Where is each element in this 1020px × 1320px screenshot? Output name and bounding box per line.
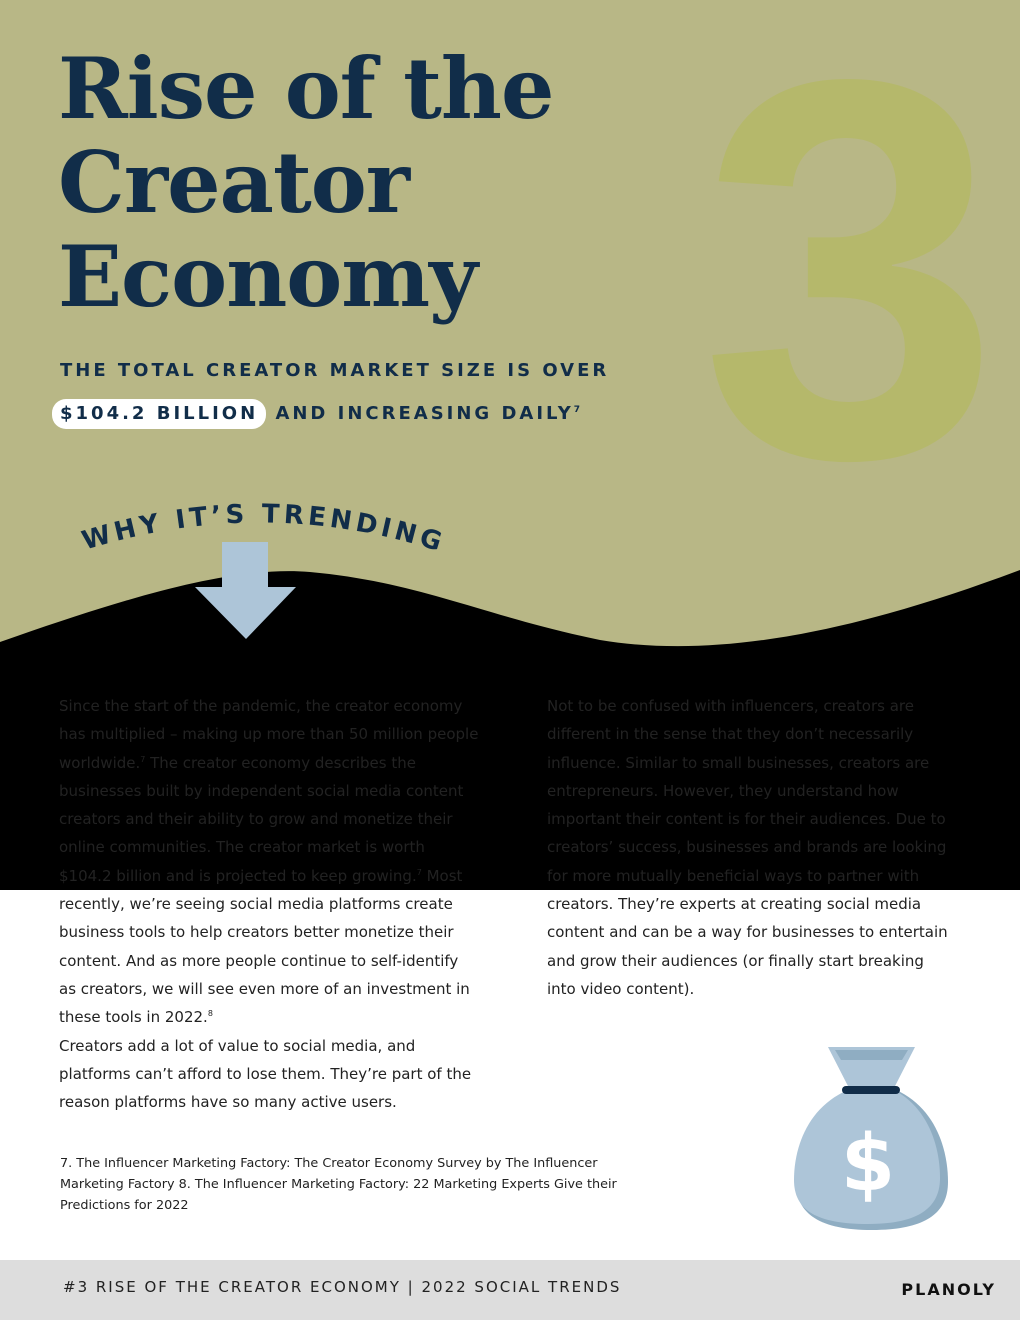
title-line-1: Rise of the <box>58 39 554 138</box>
down-arrow-icon <box>195 542 297 640</box>
footnote-ref: 7 <box>573 405 581 415</box>
title-line-3: Economy <box>58 227 477 326</box>
page-footer <box>0 1260 1020 1320</box>
footer-section-title: #3 RISE OF THE CREATOR ECONOMY | 2022 SOCIAL TRENDS <box>63 1278 622 1296</box>
wave-divider <box>0 560 1020 660</box>
page-title <box>58 39 678 326</box>
subhead-line-1: THE TOTAL CREATOR MARKET SIZE IS OVER <box>60 360 610 381</box>
trending-label: WHY IT’S TRENDING <box>78 499 449 559</box>
title-line-2: Creator <box>58 133 410 232</box>
right-paragraph: Not to be confused with influencers, creators are different in the sense that they don’t necessarily influence. Similar to small businesses, creators are entrepreneurs. However, they understand how important their content is for their audiences. Due to creators’ success, businesses and brands are looking for more mutually beneficial ways to partner with creators. They’re experts at creating social media content and can be a way for businesses to entertain and grow their audiences (or finally start breaking into video content). <box>547 697 948 998</box>
subhead-line-2-text: AND INCREASING DAILY <box>275 403 574 424</box>
highlight-badge: $104.2 BILLION <box>52 399 266 429</box>
market-size-subhead <box>60 358 700 436</box>
right-column <box>547 692 957 1003</box>
left-paragraph-1: Since the start of the pandemic, the creator economy has multiplied – making up more than 50 million people worldwide.$^7$ The creator economy describes the businesses built by independent social media content creators and their ability to grow and monetize their online communities. The creator market is worth $104.2 billion and is projected to keep growing.$^7$ Most recently, we’re seeing social media platforms create business tools to help creators better monetize their content. And as more people continue to self-identify as creators, we will see even more of an investment in these tools in 2022.$^8$ <box>59 697 479 1027</box>
left-paragraph-2: Creators add a lot of value to social media, and platforms can’t afford to lose them. They’re part of the reason platforms have so many active users. <box>59 1036 472 1112</box>
section-number: 3 <box>700 20 1001 520</box>
subhead-line-2 <box>60 397 700 436</box>
left-column <box>59 692 479 1116</box>
money-bag-icon <box>790 1042 955 1237</box>
dollar-sign: $ <box>840 1119 896 1209</box>
footnotes: 7. The Influencer Marketing Factory: The Creator Economy Survey by The Influencer Marketing Factory 8. The Influencer Marketing Factory: 22 Marketing Experts Give their Predictions for 2022 <box>60 1156 617 1213</box>
brand-logo: PLANOLY <box>901 1280 996 1299</box>
